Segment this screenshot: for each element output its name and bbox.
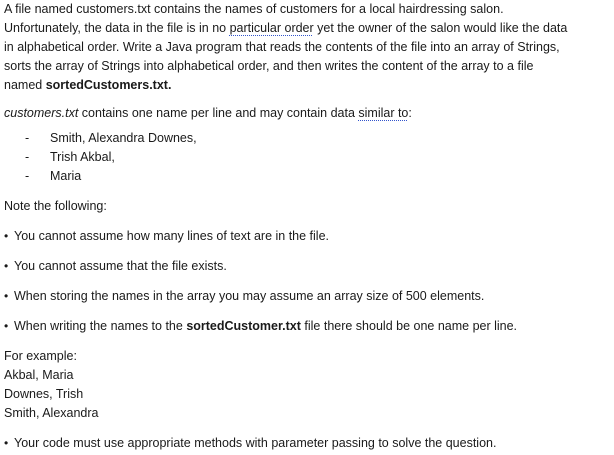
intro-line-5-start: named [4,78,46,92]
bullet-item [4,287,610,306]
list-item [4,129,610,148]
bullet-text: You cannot assume how many lines of text are in the file. [14,229,329,243]
customers-description [4,104,610,123]
sorted-customer-filename-bold: sortedCustomer.txt [186,319,301,333]
bullet-item [4,434,610,453]
list-item-text: Trish Akbal, [50,150,115,164]
spellcheck-phrase-particular-order: particular order [229,21,314,35]
example-line: Downes, Trish [4,387,84,401]
sorted-filename-bold: sortedCustomers.txt. [45,78,172,92]
dash-marker: - [25,131,30,145]
list-item [4,167,610,186]
sample-data-list [4,129,610,186]
example-line: Smith, Alexandra [4,406,99,420]
bullet-icon: • [4,259,9,273]
dash-marker: - [25,169,30,183]
bullet-item [4,317,610,336]
bullet-text: When storing the names in the array you may assume an array size of 500 elements. [14,289,485,303]
dash-marker: - [25,150,30,164]
bullet-text [14,317,517,336]
intro-line-4: sorts the array of Strings into alphabetical order, and then writes the content of the array to a file [4,59,534,73]
note-heading: Note the following: [4,199,107,213]
example-heading: For example: [4,349,77,363]
customers-description-text: contains one name per line and may contain data [78,106,359,120]
bullet-text: Your code must use appropriate methods with parameter passing to solve the question. [14,436,497,450]
intro-line-5 [4,76,610,95]
intro-line-2 [4,19,610,38]
list-item-text: Smith, Alexandra Downes, [50,131,197,145]
document-body [4,0,610,453]
intro-line-2-end: yet the owner of the salon would like the data [313,21,568,35]
bullet-4-end: file there should be one name per line. [300,319,518,333]
list-item-text: Maria [50,169,82,183]
intro-line-1: A file named customers.txt contains the names of customers for a local hairdressing salon. [4,2,504,16]
intro-line-2-start: Unfortunately, the data in the file is in no [4,21,230,35]
example-line: Akbal, Maria [4,368,74,382]
bullet-item [4,257,610,276]
intro-line-3: in alphabetical order. Write a Java program that reads the contents of the file into an array of Strings, [4,40,560,54]
bullet-text: You cannot assume that the file exists. [14,259,227,273]
list-item [4,148,610,167]
customers-filename: customers.txt [4,106,79,120]
bullet-item [4,227,610,246]
bullet-icon: • [4,319,9,333]
bullet-icon: • [4,229,9,243]
bullet-icon: • [4,436,9,450]
spellcheck-phrase-similar-to: similar to [358,106,409,120]
customers-description-colon: : [408,106,412,120]
bullet-icon: • [4,289,9,303]
bullet-4-start: When writing the names to the [14,319,187,333]
